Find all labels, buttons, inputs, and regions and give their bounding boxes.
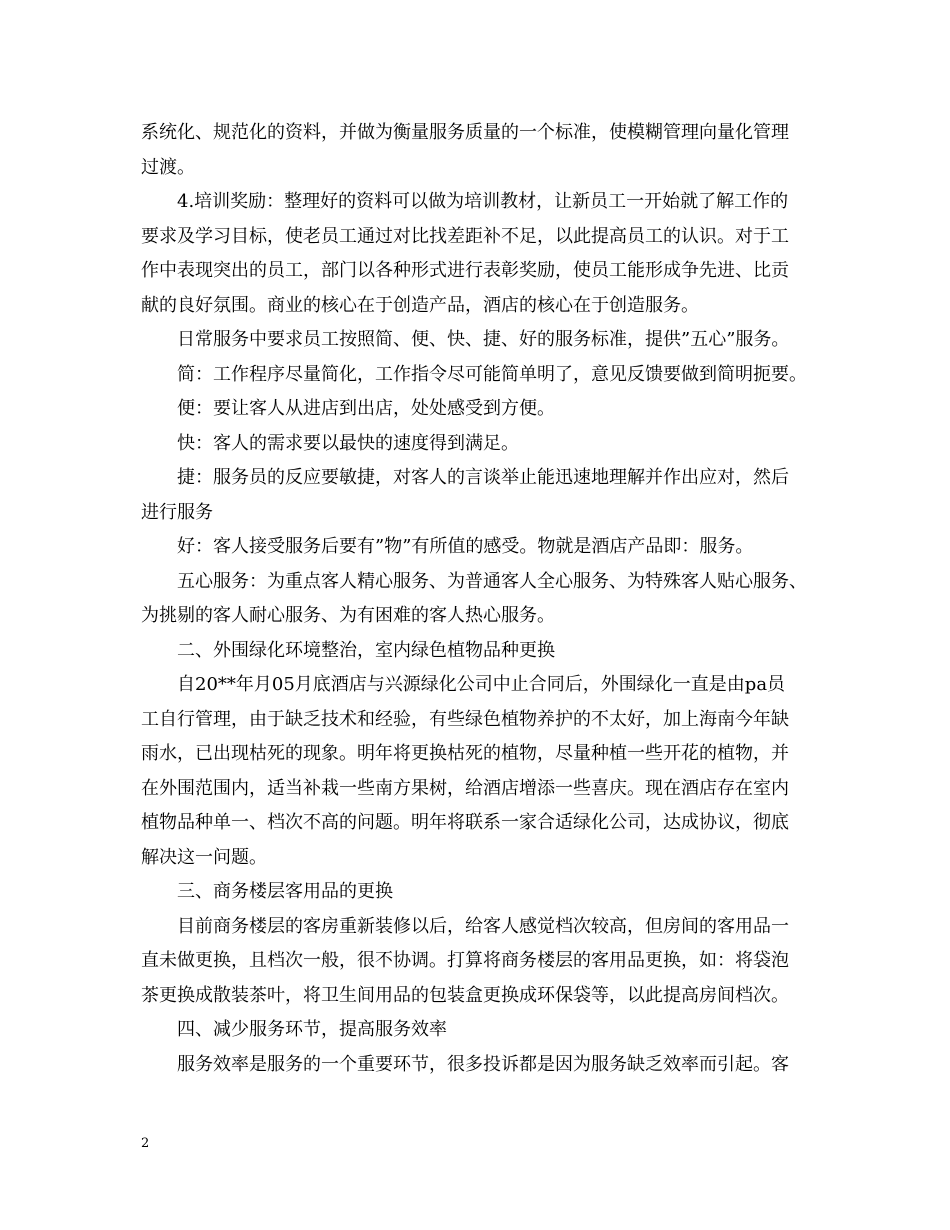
- text-line: 在外围范围内，适当补栽一些南方果树，给酒店增添一些喜庆。现在酒店存在室内: [141, 777, 789, 799]
- text-line: 快：客人的需求要以最快的速度得到满足。: [177, 432, 519, 454]
- text-line: 解决这一问题。: [141, 846, 267, 868]
- text-line: 工自行管理，由于缺乏技术和经验，有些绿色植物养护的不太好，加上海南今年缺: [141, 708, 789, 730]
- text-line: 4.培训奖励：整理好的资料可以做为培训教材，让新员工一开始就了解工作的: [177, 191, 789, 212]
- text-line: 五心服务：为重点客人精心服务、为普通客人全心服务、为特殊客人贴心服务、: [177, 570, 807, 592]
- text-line: 二、外围绿化环境整治，室内绿色植物品种更换: [177, 639, 555, 661]
- text-line: 三、商务楼层客用品的更换: [177, 881, 393, 902]
- document-body: [141, 116, 821, 1082]
- text-line: 日常服务中要求员工按照简、便、快、捷、好的服务标准，提供”五心”服务。: [177, 329, 790, 350]
- text-line: 自20**年月05月底酒店与兴源绿化公司中止合同后，外围绿化一直是由pa员: [177, 674, 786, 695]
- text-line: 为挑剔的客人耐心服务、为有困难的客人热心服务。: [141, 605, 555, 626]
- text-line: 茶更换成散装茶叶，将卫生间用品的包装盒更换成环保袋等，以此提高房间档次。: [141, 984, 789, 1006]
- text-line: 好：客人接受服务后要有”物”有所值的感受。物就是酒店产品即：服务。: [177, 536, 754, 557]
- text-line: 作中表现突出的员工，部门以各种形式进行表彰奖励，使员工能形成争先进、比贡: [141, 260, 789, 281]
- text-line: 便：要让客人从进店到出店，处处感受到方便。: [177, 398, 555, 419]
- text-line: 植物品种单一、档次不高的问题。明年将联系一家合适绿化公司，达成协议，彻底: [141, 812, 789, 833]
- text-line: 直未做更换，且档次一般，很不协调。打算将商务楼层的客用品更换，如：将袋泡: [141, 950, 789, 971]
- text-line: 要求及学习目标，使老员工通过对比找差距补不足，以此提高员工的认识。对于工: [141, 225, 789, 247]
- text-line: 目前商务楼层的客房重新装修以后，给客人感觉档次较高，但房间的客用品一: [177, 915, 789, 937]
- text-line: 系统化、规范化的资料，并做为衡量服务质量的一个标准，使模糊管理向量化管理: [141, 122, 789, 143]
- text-line: 四、减少服务环节，提高服务效率: [177, 1019, 447, 1040]
- text-line: 服务效率是服务的一个重要环节，很多投诉都是因为服务缺乏效率而引起。客: [177, 1053, 789, 1075]
- text-line: 过渡。: [141, 156, 195, 178]
- text-line: 简：工作程序尽量简化，工作指令尽可能简单明了，意见反馈要做到简明扼要。: [177, 363, 807, 385]
- text-line: 雨水，已出现枯死的现象。明年将更换枯死的植物，尽量种植一些开花的植物，并: [141, 743, 789, 764]
- text-line: 献的良好氛围。商业的核心在于创造产品，酒店的核心在于创造服务。: [141, 294, 699, 316]
- text-line: 捷：服务员的反应要敏捷，对客人的言谈举止能迅速地理解并作出应对，然后: [177, 467, 789, 488]
- page-number: 2: [141, 1136, 150, 1151]
- text-line: 进行服务: [141, 501, 213, 523]
